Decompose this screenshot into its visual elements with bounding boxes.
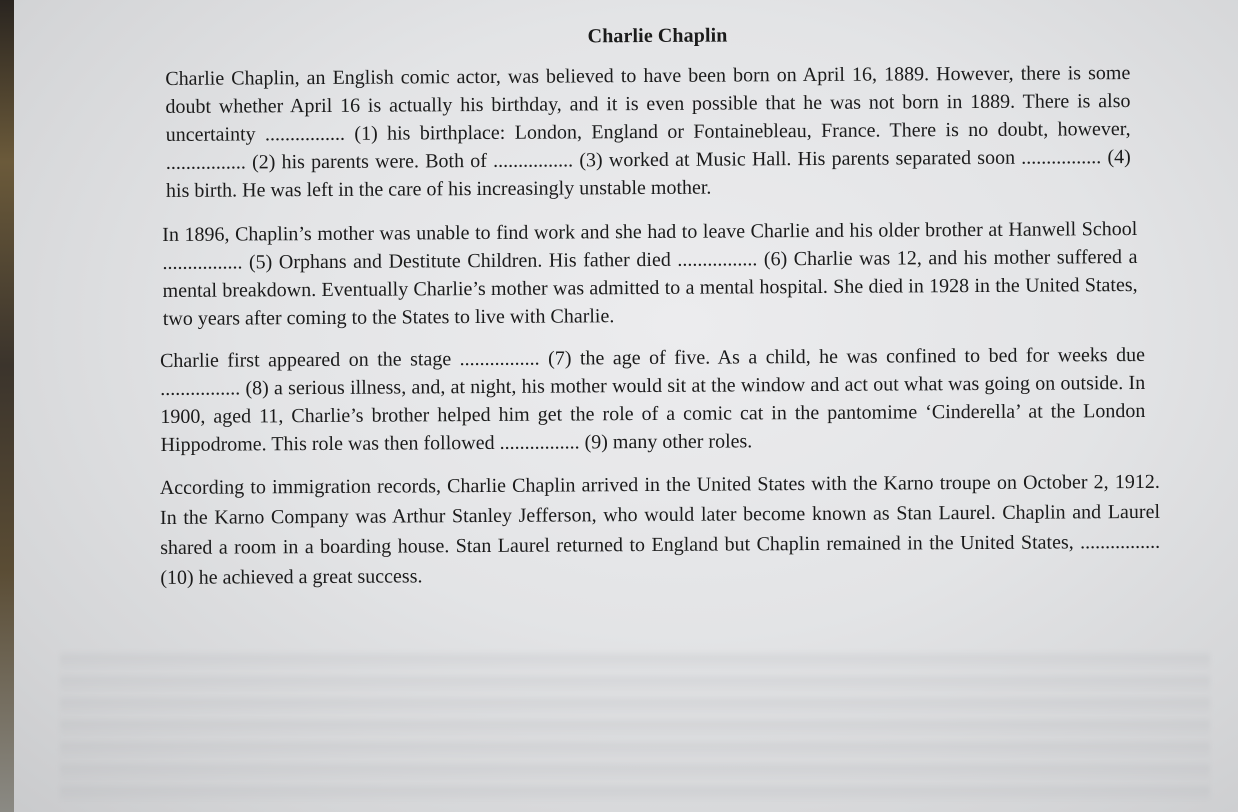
document-page [155,22,1164,605]
page-edge-shadow [0,0,14,812]
document-title: Charlie Chaplin [587,24,728,48]
paragraph-2: In 1896, Chaplin’s mother was unable to find work and she had to leave Charlie and his older brother at Hanwell School ................ (5) Orphans and Destitute Children. His father died ................ (6) Charlie was 12, and his mother suffered a mental breakdown. Eventually Charlie’s mother was admitted to a mental hospital. She died in 1928 in the United States, two years after coming to the States to live with Charlie. [162,218,1138,330]
bleed-through-text [60,650,1210,800]
paragraph-1: Charlie Chaplin, an English comic actor, was believed to have been born on April 16, 1889. However, there is some doubt whether April 16 is actually his birthday, and it is even possible that he was not born in 1889. There is also uncertainty ................ (1) his birthplace: London, England or Fontainebleau, France. There is no doubt, however, ................ (2) his parents were. Both of ................ (3) worked at Music Hall. His parents separated soon ................ (4) his birth. He was left in the care of his increasingly unstable mother. [165,62,1131,202]
paragraph-4: According to immigration records, Charlie Chaplin arrived in the United States with the Karno troupe on October 2, 1912. In the Karno Company was Arthur Stanley Jefferson, who would later become known as Stan Laurel. Chaplin and Laurel shared a room in a boarding house. Stan Laurel returned to England but Chaplin remained in the United States, ................ (10) he achieved a great success. [159,470,1161,589]
paragraph-3: Charlie first appeared on the stage ................ (7) the age of five. As a child, he was confined to bed for weeks due ................ (8) a serious illness, and, at night, his mother would sit at the window and act out what was going on outside. In 1900, aged 11, Charlie’s brother helped him get the role of a comic cat in the pantomime ‘Cinderella’ at the London Hippodrome. This role was then followed ................ (9) many other roles. [159,343,1146,456]
